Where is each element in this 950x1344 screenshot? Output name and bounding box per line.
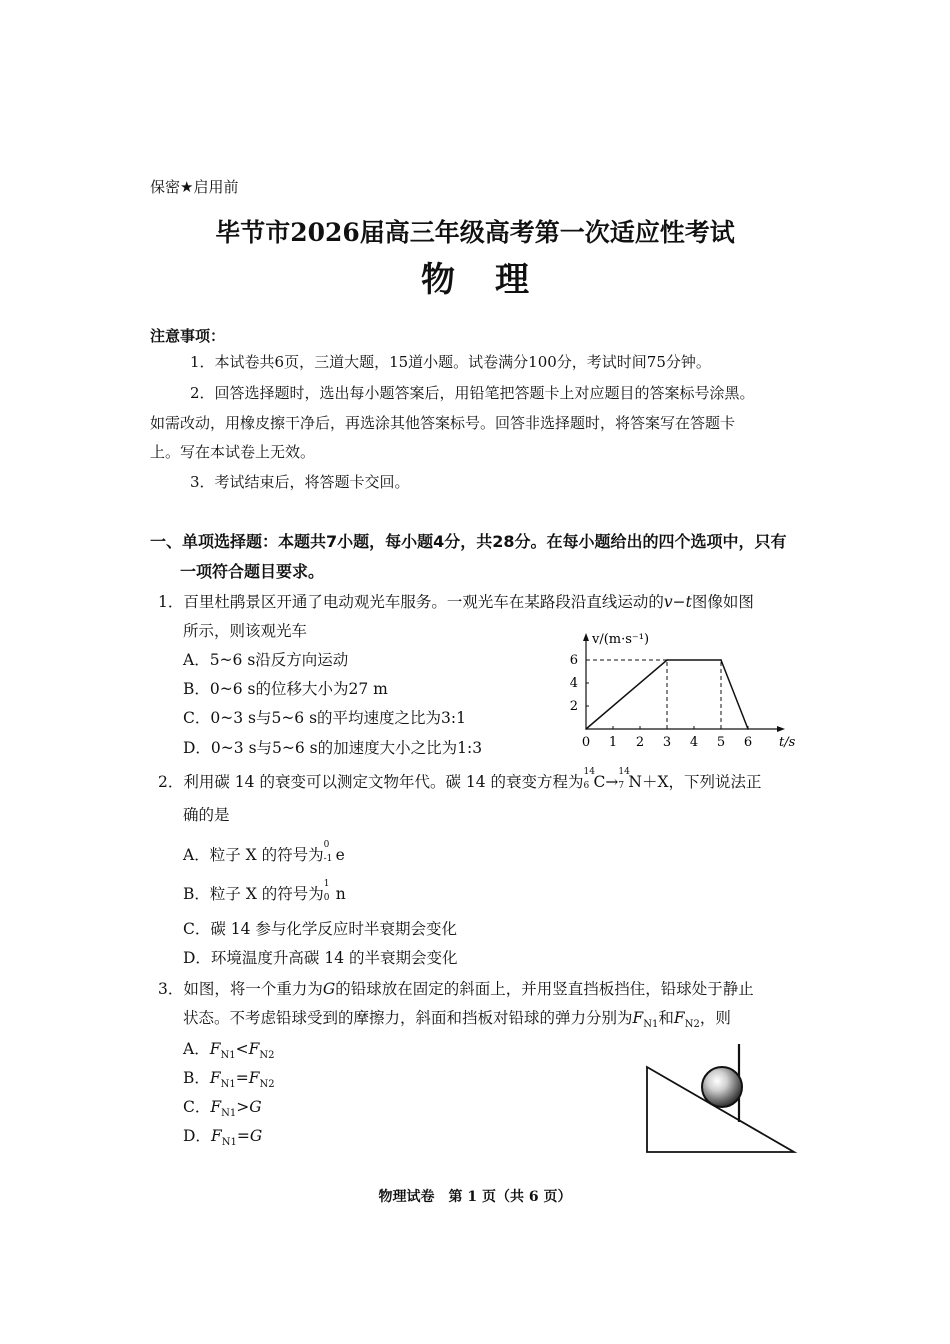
y-axis-label: v/(m·s⁻¹) xyxy=(592,632,650,647)
q1-stem-line1: 1．百里杜鹃景区开通了电动观光车服务。一观光车在某路段沿直线运动的v−t图像如图 xyxy=(158,593,754,611)
y-axis-arrow xyxy=(583,633,589,641)
q2-option-c: C．碳 14 参与化学反应时半衰期会变化 xyxy=(183,920,457,938)
x-tick-label: 1 xyxy=(608,735,618,750)
q3-stem-line1: 3．如图，将一个重力为G的铅球放在固定的斜面上，并用竖直挡板挡住，铅球处于静止 xyxy=(158,980,754,998)
q1-option-c: C．0~3 s与5~6 s的平均速度之比为3:1 xyxy=(183,709,466,727)
data-point xyxy=(747,728,749,730)
note-3: 3．考试结束后，将答题卡交回。 xyxy=(190,473,410,491)
y-tick-label: 6 xyxy=(569,653,578,668)
q2-option-a: A．粒子 X 的符号为 0 -1 e xyxy=(183,840,345,864)
q1-option-b: B．0~6 s的位移大小为27 m xyxy=(183,680,388,698)
y-tick-label: 4 xyxy=(569,676,578,691)
exam-title: 毕节市2026届高三年级高考第一次适应性考试 xyxy=(215,218,735,247)
note-1: 1．本试卷共6页，三道大题，15道小题。试卷满分100分，考试时间75分钟。 xyxy=(190,353,711,371)
q3-option-d: D．$F_{N1}=G$ xyxy=(183,1127,263,1149)
x-axis-arrow xyxy=(777,726,785,732)
section-heading-line2: 一项符合题目要求。 xyxy=(180,562,325,581)
q1-option-d: D．0~3 s与5~6 s的加速度大小之比为1:3 xyxy=(183,739,483,757)
note-2-line2: 如需改动，用橡皮擦干净后，再选涂其他答案标号。回答非选择题时，将答案写在答题卡 xyxy=(150,414,736,432)
x-tick-label: 4 xyxy=(689,735,699,750)
page-footer: 物理试卷 第 1 页（共 6 页） xyxy=(378,1189,572,1205)
data-point xyxy=(720,659,722,661)
q3-option-b: B．$F_{N1}=F_{N2}$ xyxy=(183,1069,275,1091)
lead-ball xyxy=(702,1067,742,1107)
vt-graph xyxy=(560,625,800,755)
x-tick-label: 3 xyxy=(662,735,672,750)
x-tick-label: 6 xyxy=(743,735,753,750)
q1-stem-line2: 所示，则该观光车 xyxy=(183,622,308,640)
section-heading-line1: 一、单项选择题：本题共7小题，每小题4分，共28分。在每小题给出的四个选项中，只有 xyxy=(150,532,787,551)
q3-option-a: A．$F_{N1}<F_{N2}$ xyxy=(183,1040,275,1062)
q1-option-a: A．5~6 s沿反方向运动 xyxy=(183,651,349,669)
q2-option-d: D．环境温度升高碳 14 的半衰期会变化 xyxy=(183,949,458,967)
q2-stem-line1: 2．利用碳 14 的衰变可以测定文物年代。碳 14 的衰变方程为 14 6 C→ 14 7 N＋X，下列说法正 xyxy=(158,767,762,791)
y-tick-label: 2 xyxy=(569,699,578,714)
confidential-label: 保密★启用前 xyxy=(150,178,239,196)
note-2-line3: 上。写在本试卷上无效。 xyxy=(150,443,316,461)
note-2-line1: 2．回答选择题时，选出每小题答案后，用铅笔把答题卡上对应题目的答案标号涂黑。 xyxy=(190,384,755,402)
q2-stem-line2: 确的是 xyxy=(183,806,230,824)
data-point xyxy=(666,659,668,661)
q3-stem-line2: 状态。不考虑铅球受到的摩擦力，斜面和挡板对铅球的弹力分别为$F_{N1}$和$F_{N2}$，则 xyxy=(183,1009,731,1031)
x-tick-label: 5 xyxy=(716,735,726,750)
q3-option-c: C．$F_{N1}>G$ xyxy=(183,1098,262,1120)
x-tick-label: 2 xyxy=(635,735,645,750)
x-tick-label: 0 xyxy=(581,735,591,750)
data-point xyxy=(585,728,587,730)
q2-option-b: B．粒子 X 的符号为 1 0 n xyxy=(183,879,346,903)
x-axis-label: t/s xyxy=(779,735,796,750)
incline-diagram xyxy=(640,1040,805,1158)
subject-title: 物理 xyxy=(421,260,569,300)
notes-heading: 注意事项： xyxy=(150,327,226,345)
